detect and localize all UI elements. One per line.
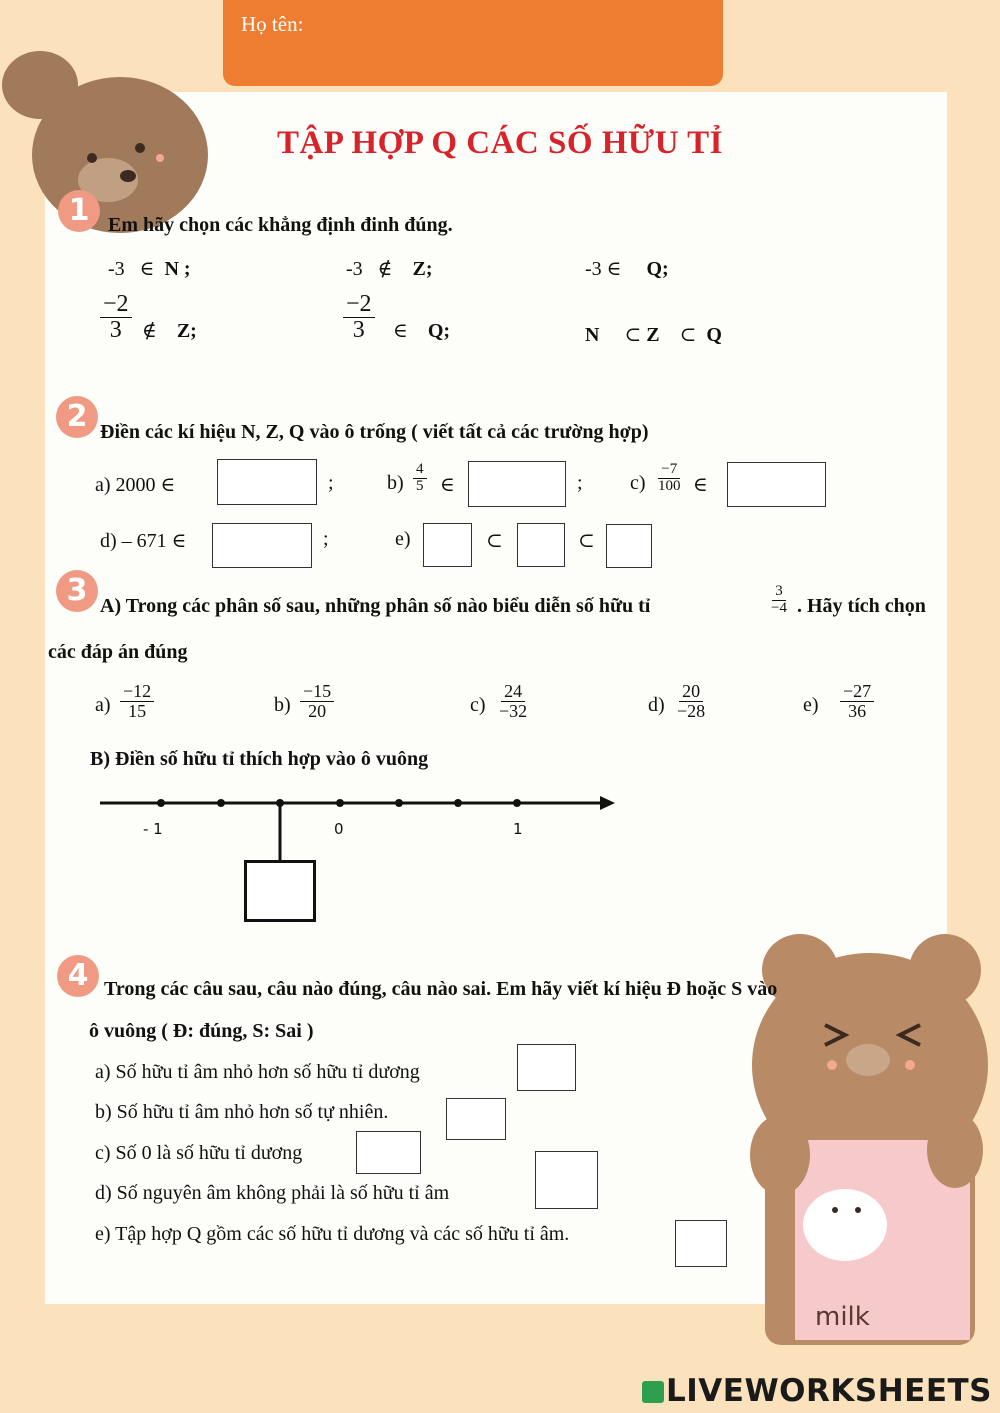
q3-option-b-label: b) (274, 694, 291, 716)
q3-option-c-fraction[interactable]: $\frac{24}{-32}$ (499, 681, 528, 721)
q2-answer-box-e2[interactable] (517, 523, 565, 567)
number-line-label-0: 0 (334, 820, 344, 838)
question-3-prompt-a-line2: các đáp án đúng (48, 641, 188, 663)
question-1-badge: 1 (58, 190, 100, 232)
number-line-tick (513, 799, 521, 807)
liveworksheets-logo: LIVEWORKSHEETS (642, 1373, 992, 1409)
q1-statement-6[interactable]: N ⊂ Z ⊂ Q (585, 324, 722, 346)
q2-answer-box-e1[interactable] (423, 523, 472, 567)
bear-milk-decoration (740, 925, 1000, 1345)
question-4-prompt-line1: Trong các câu sau, câu nào đúng, câu nào sai. Em hãy viết kí hiệu Đ hoặc S vào (104, 978, 778, 1000)
number-line-label-1: 1 (513, 820, 523, 838)
q2-item-b-label: b) (387, 472, 404, 494)
q2-subset-symbol: ⊂ (578, 530, 595, 552)
q2-answer-box-a[interactable] (217, 459, 317, 505)
number-line (95, 790, 620, 925)
q4-item-d: d) Số nguyên âm không phải là số hữu tỉ âm (95, 1182, 450, 1204)
q2-fraction-c: $\frac{-7}{100}$ (658, 461, 681, 494)
q1-statement-2[interactable]: -3 ∉ Z; (346, 258, 433, 280)
question-4-badge: 4 (57, 955, 99, 997)
question-2-prompt: Điền các kí hiệu N, Z, Q vào ô trống ( viết tất cả các trường hợp) (100, 421, 649, 443)
q3-option-d-label: d) (648, 694, 665, 716)
q1-fraction-1: $\frac{-2}{3}$ (100, 292, 132, 343)
number-line-tick (395, 799, 403, 807)
q2-item-c-symbol: ∈ (693, 474, 708, 496)
q2-separator: ; (323, 528, 329, 550)
q2-item-e: e) (395, 528, 411, 550)
q1-statement-4[interactable]: ∉ Z; (142, 320, 197, 342)
question-4-prompt-line2: ô vuông ( Đ: đúng, S: Sai ) (89, 1020, 314, 1042)
q1-fraction-2: $\frac{-2}{3}$ (343, 292, 375, 343)
question-2-badge: 2 (56, 396, 98, 438)
question-3-prompt-b: B) Điền số hữu tỉ thích hợp vào ô vuông (90, 748, 429, 770)
number-line-answer-box[interactable] (244, 860, 316, 922)
q1-statement-5[interactable]: ∈ Q; (393, 320, 451, 342)
q4-item-b: b) Số hữu tỉ âm nhỏ hơn số tự nhiên. (95, 1101, 389, 1123)
q4-item-c: c) Số 0 là số hữu tỉ dương (95, 1142, 303, 1164)
number-line-tick (217, 799, 225, 807)
page-title: TẬP HỢP Q CÁC SỐ HỮU TỈ (276, 125, 724, 161)
q1-statement-1[interactable]: -3 ∈ N ; (108, 258, 191, 280)
q2-answer-box-e3[interactable] (606, 524, 652, 568)
q2-fraction-b: $\frac{4}{5}$ (413, 462, 427, 495)
q4-answer-box-c[interactable] (356, 1131, 421, 1174)
q2-answer-box-b[interactable] (468, 461, 566, 507)
q2-answer-box-d[interactable] (212, 523, 312, 568)
number-line-tick (336, 799, 344, 807)
q4-item-e: e) Tập hợp Q gồm các số hữu tỉ dương và các số hữu tỉ âm. (95, 1223, 570, 1245)
q2-item-a: a) 2000 ∈ (95, 474, 176, 496)
q3-option-e-label: e) (803, 694, 819, 716)
q4-answer-box-d[interactable] (535, 1151, 598, 1209)
q3-option-b-fraction[interactable]: $\frac{-15}{20}$ (300, 682, 334, 721)
q2-answer-box-c[interactable] (727, 462, 826, 507)
question-1-prompt: Em hãy chọn các khẳng định đinh đúng. (108, 214, 453, 236)
q2-separator: ; (577, 472, 583, 494)
number-line-tick (157, 799, 165, 807)
number-line-tick (454, 799, 462, 807)
name-label: Họ tên: (241, 12, 304, 36)
q3-option-e-fraction[interactable]: $\frac{-27}{36}$ (840, 682, 874, 721)
q3-option-c-label: c) (470, 694, 486, 716)
q2-subset-symbol: ⊂ (486, 530, 503, 552)
q2-separator: ; (328, 472, 334, 494)
q1-statement-3[interactable]: -3 ∈ Q; (585, 258, 669, 280)
question-3-prompt-a-end: . Hãy tích chọn (797, 595, 926, 617)
q2-item-d: d) – 671 ∈ (100, 530, 187, 552)
milk-label: milk (815, 1302, 870, 1332)
q4-answer-box-a[interactable] (517, 1044, 576, 1091)
q2-item-b-symbol: ∈ (440, 474, 455, 496)
q2-item-c-label: c) (630, 472, 646, 494)
q4-answer-box-e[interactable] (675, 1220, 727, 1267)
name-field-banner[interactable] (223, 0, 723, 86)
q3-option-d-fraction[interactable]: $\frac{20}{-28}$ (677, 681, 706, 721)
question-3-prompt-a: A) Trong các phân số sau, những phân số nào biểu diễn số hữu tỉ (100, 595, 651, 617)
question-3-badge: 3 (56, 570, 98, 612)
number-line-label-minus-1: - 1 (143, 820, 163, 838)
q4-item-a: a) Số hữu tỉ âm nhỏ hơn số hữu tỉ dương (95, 1061, 420, 1083)
q3-target-fraction: $\frac{3}{-4}$ (771, 583, 787, 616)
logo-icon (642, 1381, 664, 1403)
q3-option-a-label: a) (95, 694, 111, 716)
q4-answer-box-b[interactable] (446, 1098, 506, 1140)
q3-option-a-fraction[interactable]: $\frac{-12}{15}$ (120, 682, 154, 721)
number-line-arrow (600, 796, 615, 810)
